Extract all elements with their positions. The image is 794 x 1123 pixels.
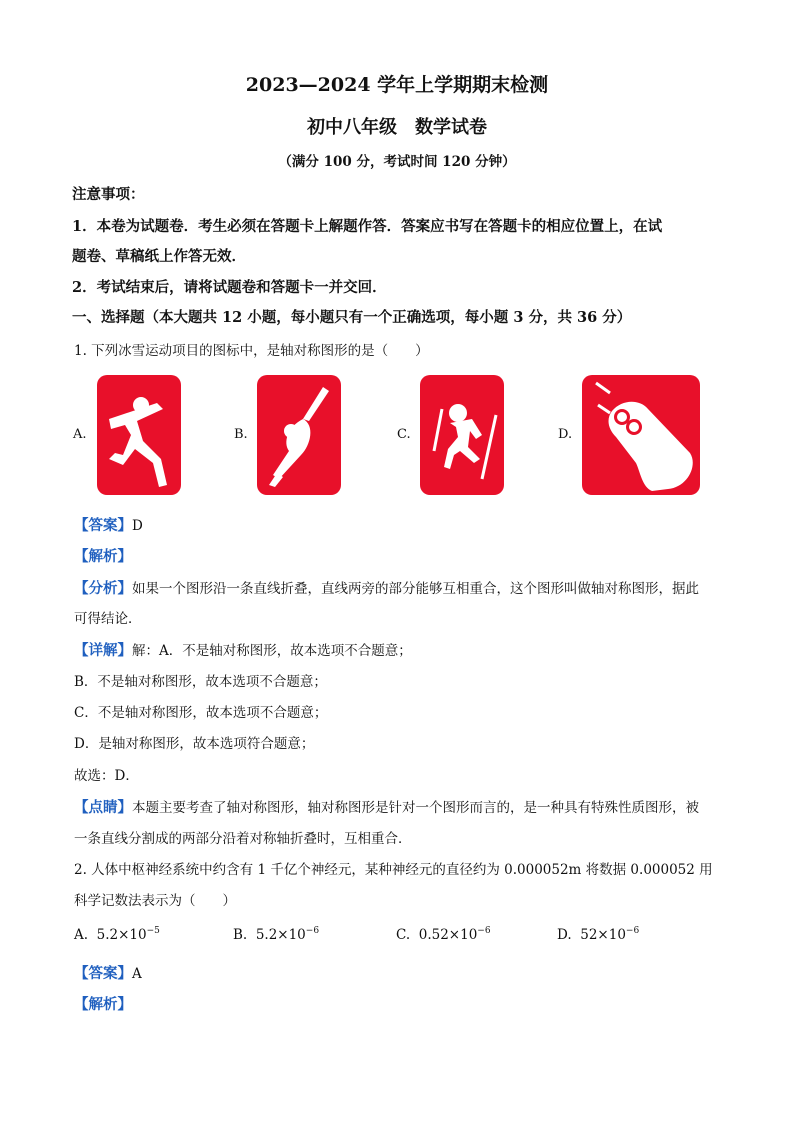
q2-option-a	[74, 926, 160, 943]
page-title: 2023—2024 学年上学期期末检测	[245, 74, 549, 96]
q2-option-b-base: 5.2×10	[255, 927, 306, 943]
q2-stem-line-1: 2. 人体中枢神经系统中约含有 1 千亿个神经元，某种神经元的直径约为 0.000052m 将数据 0.000052 用	[74, 862, 713, 878]
exam-note: （满分 100 分，考试时间 120 分钟）	[278, 154, 516, 170]
q2-option-a-exp: −5	[146, 926, 160, 936]
q1-answer	[74, 514, 143, 535]
q2-option-b	[233, 926, 319, 943]
speed-skating-icon	[97, 375, 181, 495]
detail-tag: 【详解】	[74, 642, 132, 659]
fenxi-line-2: 可得结论．	[74, 611, 142, 627]
short-track-icon	[257, 375, 341, 495]
q1-choose: 故选：D．	[74, 768, 139, 784]
notice-heading: 注意事项：	[72, 186, 145, 203]
q1-fenxi	[74, 577, 699, 598]
q2-answer-value: A	[132, 966, 142, 982]
detail-a: 解：A．不是轴对称图形，故本选项不合题意；	[132, 643, 412, 659]
q2-option-a-label: A.	[74, 927, 89, 943]
q1-stem: 1. 下列冰雪运动项目的图标中，是轴对称图形的是（ ）	[74, 343, 429, 359]
section-heading: 一、选择题（本大题共 12 小题，每小题只有一个正确选项，每小题 3 分，共 36 分）	[72, 309, 632, 326]
q2-option-d-exp: −6	[625, 926, 640, 936]
q2-analysis-tag: 【解析】	[74, 996, 132, 1013]
q2-answer	[74, 962, 142, 983]
q1-analysis-tag: 【解析】	[74, 548, 132, 565]
q1-option-b-label: B.	[234, 427, 248, 442]
q2-option-c-base: 0.52×10	[418, 927, 478, 943]
answer-tag: 【答案】	[74, 517, 132, 534]
q1-option-a-label: A.	[73, 427, 87, 442]
q2-stem-line-2: 科学记数法表示为（ ）	[74, 893, 236, 909]
page-subtitle: 初中八年级 数学试卷	[307, 117, 487, 138]
freestyle-skiing-icon	[420, 375, 504, 495]
q2-option-d-base: 52×10	[580, 927, 626, 943]
detail-d: D．是轴对称图形，故本选项符合题意；	[74, 736, 315, 752]
comment-line-1: 本题主要考查了轴对称图形，轴对称图形是针对一个图形而言的，是一种具有特殊性质图形，被	[132, 800, 699, 816]
q1-detail	[74, 639, 412, 660]
detail-c: C．不是轴对称图形，故本选项不合题意；	[74, 705, 328, 721]
comment-tag: 【点睛】	[74, 799, 132, 816]
comment-line-2: 一条直线分割成的两部分沿着对称轴折叠时，互相重合．	[74, 831, 412, 847]
q2-option-c-label: C.	[396, 927, 411, 943]
q2-option-b-exp: −6	[305, 926, 320, 936]
q2-option-a-base: 5.2×10	[96, 927, 147, 943]
q2-option-d	[557, 926, 639, 943]
fenxi-tag: 【分析】	[74, 580, 132, 597]
notice-item-1-cont: 题卷、草稿纸上作答无效．	[72, 248, 246, 265]
notice-item-2: 2．考试结束后，请将试题卷和答题卡一并交回．	[72, 279, 387, 296]
q1-answer-value: D	[132, 518, 143, 534]
q1-comment	[74, 796, 699, 817]
q2-option-d-label: D.	[557, 927, 572, 943]
fenxi-line-1: 如果一个图形沿一条直线折叠，直线两旁的部分能够互相重合，这个图形叫做轴对称图形，据此	[132, 581, 699, 597]
detail-b: B．不是轴对称图形，故本选项不合题意；	[74, 674, 327, 690]
q2-option-c	[396, 926, 491, 943]
q1-option-d-label: D.	[558, 427, 573, 442]
q2-answer-tag: 【答案】	[74, 965, 132, 982]
q2-option-c-exp: −6	[477, 926, 491, 936]
q2-option-b-label: B.	[233, 927, 248, 943]
q1-option-c-label: C.	[397, 427, 411, 442]
notice-item-1: 1．本卷为试题卷．考生必须在答题卡上解题作答．答案应书写在答题卡的相应位置上，在试	[72, 218, 663, 235]
bobsleigh-icon	[582, 375, 700, 495]
